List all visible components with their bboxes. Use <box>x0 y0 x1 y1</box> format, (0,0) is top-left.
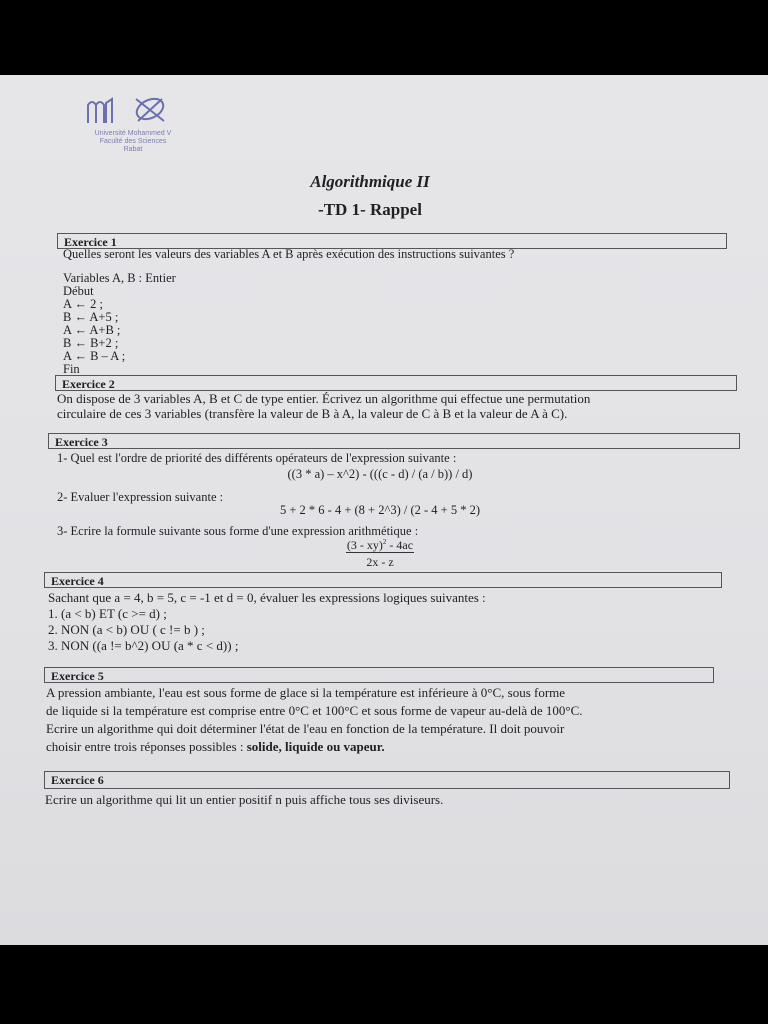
document-subtitle: -TD 1- Rappel <box>318 200 422 219</box>
exercise-1-header: Exercice 1 <box>57 233 727 249</box>
logo-line-2: Faculté des Sciences <box>99 138 167 145</box>
university-emblem-icon <box>58 95 208 125</box>
code-line: B ← B+2 ; <box>63 336 119 350</box>
code-line: A ← A+B ; <box>63 323 121 337</box>
exercise-5-line: A pression ambiante, l'eau est sous forme de glace si la température est inférieure à 0°C, sous forme <box>46 685 566 700</box>
exercise-4-intro: Sachant que a = 4, b = 5, c = -1 et d = 0, évaluer les expressions logiques suivantes : <box>48 590 486 605</box>
exercise-2-line: On dispose de 3 variables A, B et C de type entier. Écrivez un algorithme qui effectue une permutation <box>57 391 591 406</box>
exercise-5-line-last <box>46 739 385 755</box>
formula-numerator <box>346 538 414 553</box>
university-logo <box>58 95 208 153</box>
logo-line-3: Rabat <box>123 146 143 153</box>
exercise-2-header: Exercice 2 <box>55 375 737 391</box>
code-line: Fin <box>63 362 80 376</box>
exercise-4-item: 1. (a < b) ET (c >= d) ; <box>48 606 167 621</box>
exercise-3-header: Exercice 3 <box>48 433 740 449</box>
formula-denominator: 2x - z <box>366 555 394 569</box>
exercise-1-question: Quelles seront les valeurs des variables A et B après exécution des instructions suivantes ? <box>63 247 515 261</box>
numerator-base: (3 - xy) <box>346 538 383 552</box>
exercise-3-q2: 2- Evaluer l'expression suivante : <box>57 490 224 504</box>
exercise-2-line: circulaire de ces 3 variables (transfère la valeur de B à A, la valeur de C à B et la valeur de A à C). <box>57 406 568 421</box>
numerator-rest: - 4ac <box>386 538 414 552</box>
exercise-4-header: Exercice 4 <box>44 572 722 588</box>
exercise-5-line: Ecrire un algorithme qui doit déterminer l'état de l'eau en fonction de la température. Il doit pouvoir <box>46 721 565 736</box>
exercise-3-expr1: ((3 * a) – x^2) - (((c - d) / (a / b)) / d) <box>287 467 473 481</box>
exercise-4-item: 2. NON (a < b) OU ( c != b ) ; <box>48 622 205 637</box>
exercise-3-q1: 1- Quel est l'ordre de priorité des différents opérateurs de l'expression suivante : <box>57 451 457 465</box>
exercise-6-line: Ecrire un algorithme qui lit un entier positif n puis affiche tous ses diviseurs. <box>45 792 444 807</box>
code-line: A ← B – A ; <box>63 349 126 363</box>
exercise-3-formula <box>300 538 460 570</box>
exercise-3-q3: 3- Ecrire la formule suivante sous forme d'une expression arithmétique : <box>57 524 419 538</box>
exercise-4-item: 3. NON ((a != b^2) OU (a * c < d)) ; <box>48 638 239 653</box>
code-line: Début <box>63 284 94 298</box>
code-line: A ← 2 ; <box>63 297 103 311</box>
code-line: Variables A, B : Entier <box>63 271 176 285</box>
exercise-5-answers: solide, liquide ou vapeur. <box>246 739 385 754</box>
exercise-5-prefix: choisir entre trois réponses possibles : <box>46 739 247 754</box>
logo-line-1: Université Mohammed V <box>94 130 172 137</box>
exercise-5-header: Exercice 5 <box>44 667 714 683</box>
exercise-5-line: de liquide si la température est comprise entre 0°C et 100°C et sous forme de vapeur au-delà de 100°C. <box>46 703 583 718</box>
numerator-exponent: 2 <box>382 538 387 546</box>
document-title: Algorithmique II <box>310 172 430 191</box>
exercise-6-header: Exercice 6 <box>44 771 730 789</box>
exercise-3-expr2: 5 + 2 * 6 - 4 + (8 + 2^3) / (2 - 4 + 5 * 2) <box>279 503 480 517</box>
code-line: B ← A+5 ; <box>63 310 119 324</box>
